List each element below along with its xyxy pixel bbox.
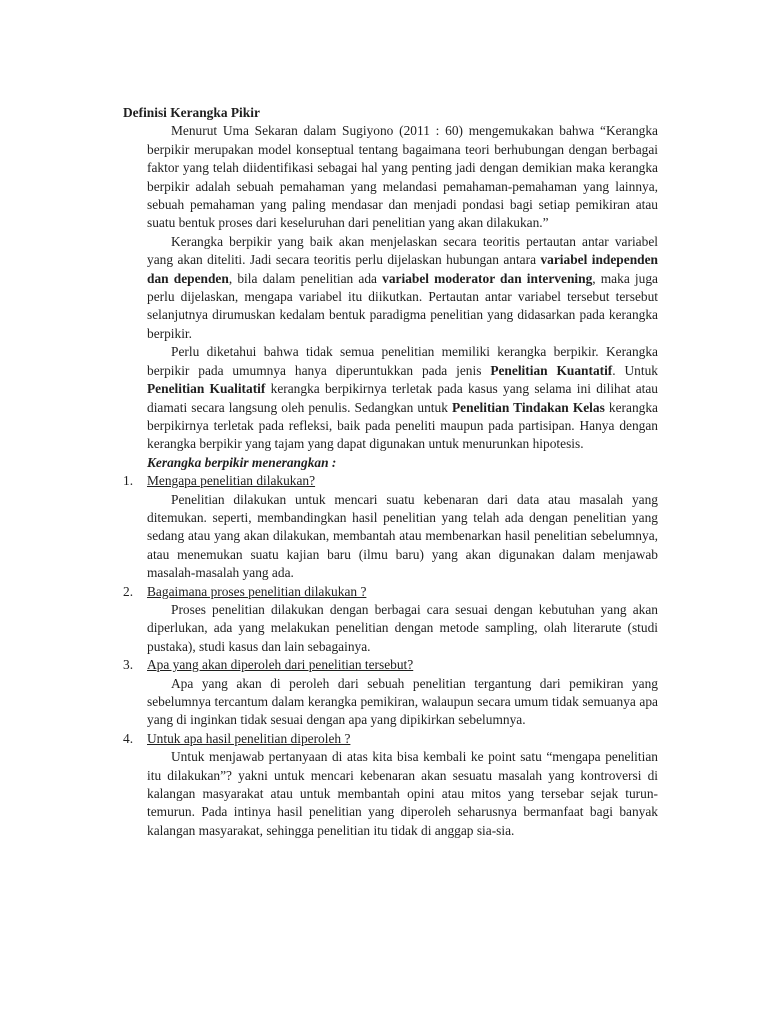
section-heading: Definisi Kerangka Pikir [123, 105, 260, 120]
bold-term: Penelitian Kualitatif [147, 381, 266, 397]
paragraph-text: . Untuk [612, 362, 658, 378]
paragraph-text: , maka juga perlu dijelaskan, mengapa variabel itu diikutkan. Pertautan antar variabel tersebut tersebut selanjutnya dirumuskan kedalam bentuk paradigma penelitian yang didasarkan pada kerangka berpikir. [147, 270, 658, 341]
list-item-head [123, 730, 658, 748]
list-item-head [123, 583, 658, 601]
list-number: 1. [123, 473, 134, 489]
list-item-title: Apa yang akan diperoleh dari penelitian tersebut? [147, 657, 414, 673]
bold-term: variabel moderator dan intervening [382, 270, 593, 286]
list-number: 4. [123, 730, 134, 746]
document-page [123, 104, 659, 840]
list-item-title: Mengapa penelitian dilakukan? [147, 473, 316, 489]
list-item-title: Untuk apa hasil penelitian diperoleh ? [147, 730, 351, 746]
bold-term: Penelitian Tindakan Kelas [452, 399, 605, 415]
list-item [123, 656, 658, 730]
list-item [123, 472, 658, 582]
bold-term: Penelitian Kuantatif [490, 362, 613, 378]
list-number: 2. [123, 583, 134, 599]
sub-heading: Kerangka berpikir menerangkan : [147, 454, 337, 470]
paragraph-text: kerangka berpikirnya terletak pada refleksi, baik pada peneliti maupun pada partisipan. Hanya dengan kerangka berpikir yang tajam yang dapat digunakan untuk menurunkan hipotesis. [147, 399, 658, 452]
list-item-body: Penelitian dilakukan untuk mencari suatu kebenaran dari data atau masalah yang ditemukan. seperti, membandingkan hasil penelitian yang telah ada dengan penelitian yang sedang atau yang akan dilakukan, membantah atau membenarkan hasil penelitian sebelumnya, atau menemukan suatu kajian baru (ilmu baru) yang akan digunakan dalam menjawab masalah-masalah yang ada. [147, 491, 658, 581]
list-item-head [123, 656, 658, 674]
paragraph-text: , bila dalam penelitian ada [228, 270, 383, 286]
list-item-title: Bagaimana proses penelitian dilakukan ? [147, 583, 367, 599]
list-item-body: Untuk menjawab pertanyaan di atas kita bisa kembali ke point satu “mengapa penelitian itu dilakukan”? yakni untuk mencari kebenaran akan sesuatu masalah yang kontroversi di kalangan masyarakat atau untuk membantah opini atau mitos yang tersebar sejak turun-temurun. Pada intinya hasil penelitian yang diperoleh seharusnya bermanfaat bagi banyak kalangan masyarakat, sehingga penelitian itu tidak di anggap sia-sia. [147, 749, 658, 838]
paragraph-text: kerangka berpikirnya terletak pada kasus yang selama ini dilihat atau diamati secara langsung oleh penulis. Sedangkan untuk [147, 381, 659, 415]
paragraph-definition: Menurut Uma Sekaran dalam Sugiyono (2011 : 60) mengemukakan bahwa “Kerangka berpikir merupakan model konseptual tentang bagaimana teori berhubungan dengan berbagai faktor yang telah diidentifikasi sebagai hal yang penting jadi dengan demikian maka kerangka berpikir adalah sebuah pemahaman yang melandasi pemahaman-pemahaman yang lainnya, sebuah pemahaman yang paling mendasar dan menjadi pondasi bagi setiap pemikiran atau suatu bentuk proses dari keseluruhan dari penelitian yang akan dilakukan.” [147, 123, 658, 231]
paragraph-text: Kerangka berpikir yang baik akan menjelaskan secara teoritis pertautan antar variabel yang akan diteliti. Jadi secara teoritis perlu dijelaskan hubungan antara [147, 233, 658, 268]
paragraph-text: Perlu diketahui bahwa tidak semua penelitian memiliki kerangka berpikir. Kerangka berpikir pada umumnya hanya diperuntukkan pada jenis [147, 344, 658, 378]
list-item [123, 583, 658, 657]
list-item-body: Apa yang akan di peroleh dari sebuah penelitian tergantung dari pemikiran yang sebelumnya tercantum dalam kerangka pemikiran, walaupun secara umum tidak semuanya apa yang di inginkan tidak sesuai dengan apa yang dipikirkan sebelumnya. [147, 675, 658, 728]
paragraph-research-types [147, 343, 658, 453]
bold-term: variabel independen dan dependen [147, 252, 658, 286]
list-item [123, 730, 658, 840]
list-item-body: Proses penelitian dilakukan dengan berbagai cara sesuai dengan kebutuhan yang akan diperlukan, ada yang melakukan penelitian dengan metode sampling, olah literarute (studi pustaka), studi kasus dan lain sebagainya. [147, 601, 658, 654]
paragraph-variables [147, 233, 658, 343]
list-number: 3. [123, 657, 134, 673]
list-item-head [123, 472, 658, 490]
